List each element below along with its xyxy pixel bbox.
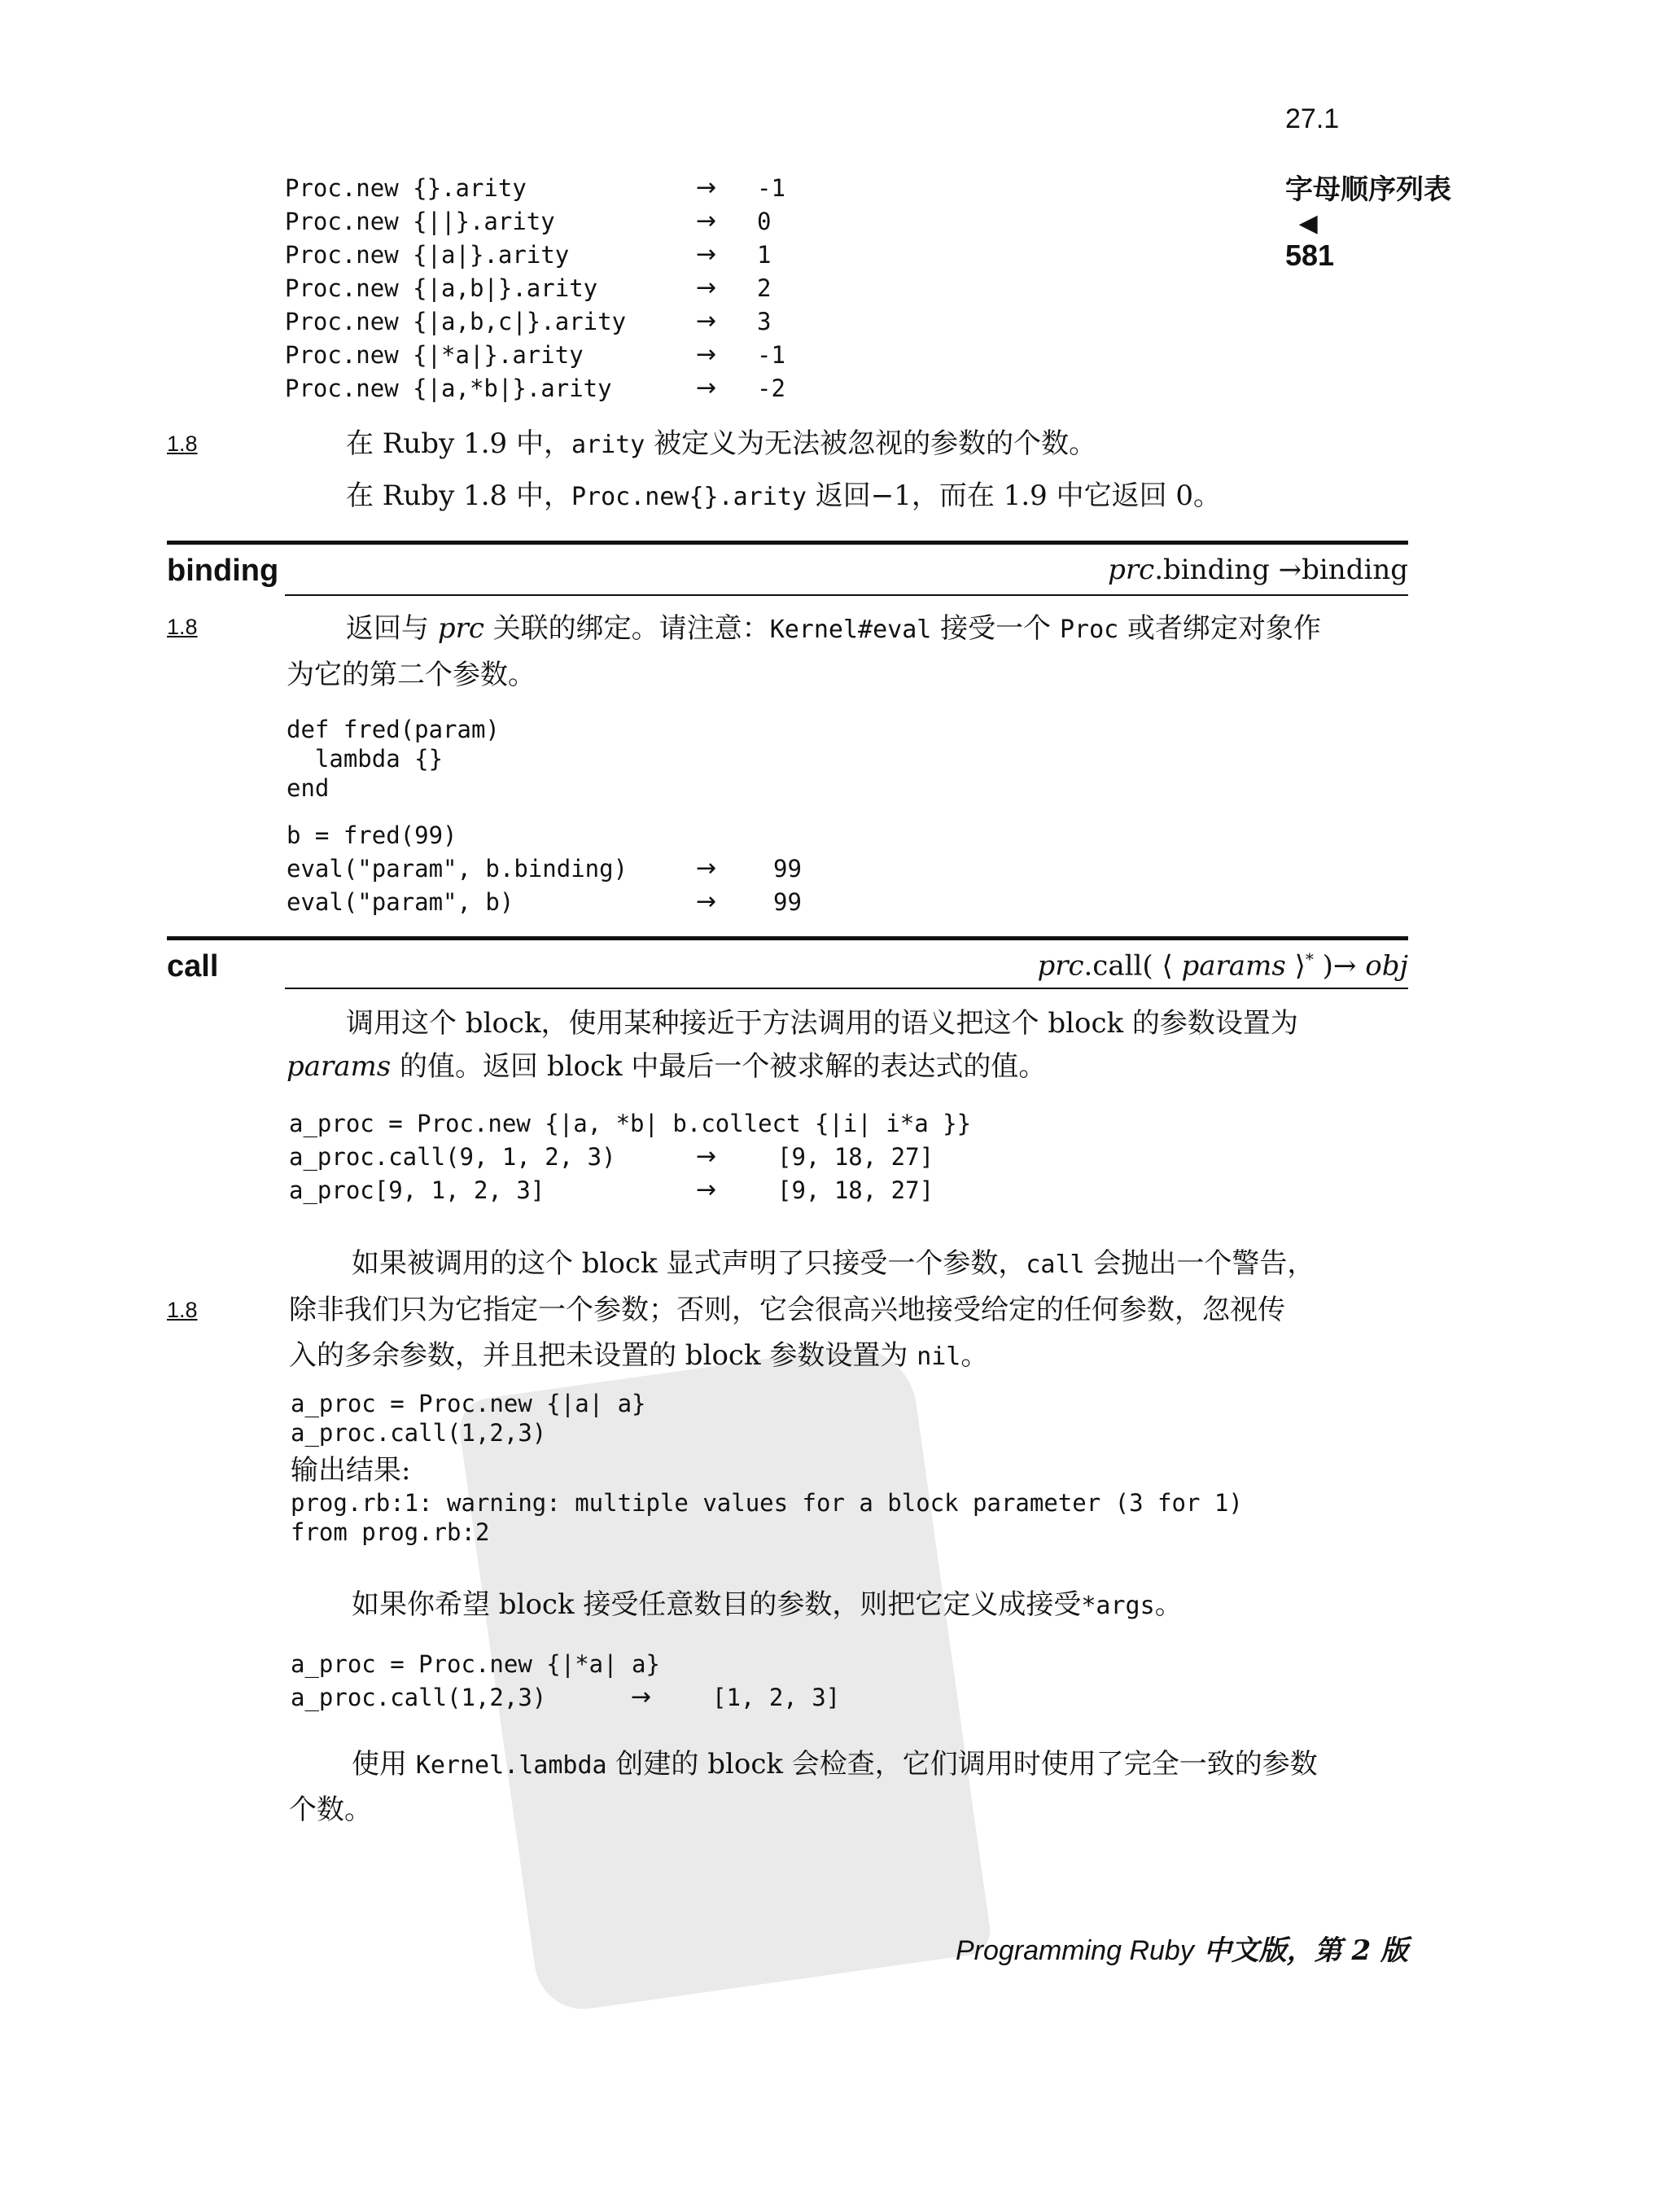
section-number: 27.1: [1285, 103, 1340, 134]
version-marker: 1.8: [167, 431, 198, 456]
method-signature-call: prc.call( ⟨ params ⟩* )→ obj: [1037, 949, 1408, 983]
code-line: end: [287, 774, 330, 802]
code-line: a_proc[9, 1, 2, 3]: [289, 1176, 545, 1204]
call-paragraph-1-line1: 调用这个 block，使用某种接近于方法调用的语义把这个 block 的参数设置为: [346, 1007, 1298, 1040]
code-line: a_proc.call(9, 1, 2, 3): [289, 1143, 616, 1171]
call-paragraph-2-line2: 除非我们只为它指定一个参数；否则，它会很高兴地接受给定的任何参数，忽视传: [289, 1294, 1285, 1326]
call-paragraph-4-line2: 个数。: [289, 1794, 372, 1826]
signature-rule: [285, 988, 1408, 989]
code-line: lambda {}: [287, 745, 444, 773]
code-line: a_proc.call(1,2,3): [291, 1684, 547, 1711]
arrow-icon: →: [696, 307, 717, 335]
call-paragraph-1-line2: params 的值。返回 block 中最后一个被求解的表达式的值。: [287, 1050, 1047, 1083]
arity-note-1: 在 Ruby 1.9 中，arity 被定义为无法被忽视的参数的个数。: [346, 427, 1097, 460]
inline-code: Proc.new{}.arity: [571, 483, 807, 511]
binding-description-line1: 返回与 prc 关联的绑定。请注意：Kernel#eval 接受一个 Proc 或者绑定对象作: [346, 612, 1322, 645]
version-marker: 1.8: [167, 1298, 198, 1322]
call-paragraph-2-line1: 如果被调用的这个 block 显式声明了只接受一个参数，call 会抛出一个警告，: [352, 1247, 1315, 1280]
code-line: Proc.new {|a,*b|}.arity: [285, 375, 612, 402]
left-triangle-icon: ◀: [1285, 210, 1332, 237]
code-result: 0: [757, 208, 772, 235]
code-line: eval("param", b.binding): [287, 855, 628, 883]
arrow-icon: →: [696, 374, 717, 402]
code-result: -2: [757, 375, 785, 402]
call-paragraph-2-line3: 入的多余参数，并且把未设置的 block 参数设置为 nil。: [289, 1339, 989, 1372]
inline-code: arity: [571, 431, 645, 459]
arrow-icon: →: [696, 1176, 717, 1204]
code-line: a_proc = Proc.new {|a| a}: [291, 1390, 646, 1417]
code-line: Proc.new {}.arity: [285, 174, 527, 202]
binding-description-line2: 为它的第二个参数。: [287, 659, 536, 691]
code-line: a_proc = Proc.new {|a, *b| b.collect {|i| i*a }}: [289, 1110, 972, 1137]
output-line: from prog.rb:2: [291, 1518, 490, 1546]
code-result: -1: [757, 174, 785, 202]
code-result: 1: [757, 241, 772, 269]
code-line: Proc.new {|a,b|}.arity: [285, 274, 598, 302]
code-line: a_proc.call(1,2,3): [291, 1419, 547, 1447]
arrow-icon: →: [696, 207, 717, 235]
arrow-icon: →: [696, 173, 717, 202]
footer-title-en: Programming Ruby: [955, 1935, 1194, 1966]
version-marker: 1.8: [167, 615, 198, 639]
code-line: def fred(param): [287, 716, 500, 743]
running-header: [1270, 72, 1451, 273]
code-result: [9, 18, 27]: [777, 1143, 934, 1171]
code-line: Proc.new {|a|}.arity: [285, 241, 570, 269]
section-rule: [167, 936, 1408, 940]
output-line: prog.rb:1: warning: multiple values for a block parameter (3 for 1): [291, 1489, 1243, 1517]
arrow-icon: →: [696, 1142, 717, 1171]
code-line: a_proc = Proc.new {|*a| a}: [291, 1650, 660, 1678]
section-title: 字母顺序列表: [1285, 174, 1451, 205]
code-line: Proc.new {|a,b,c|}.arity: [285, 308, 627, 335]
code-result: 2: [757, 274, 772, 302]
code-line: eval("param", b): [287, 888, 514, 916]
arity-note-2: 在 Ruby 1.8 中，Proc.new{}.arity 返回−1，而在 1.9 中它返回 0。: [346, 480, 1222, 512]
code-line: Proc.new {|*a|}.arity: [285, 341, 584, 369]
arrow-icon: →: [696, 854, 717, 883]
code-result: [9, 18, 27]: [777, 1176, 934, 1204]
method-name-call: call: [167, 949, 219, 983]
arrow-icon: →: [696, 340, 717, 369]
running-footer: [956, 1928, 1408, 1968]
code-line: b = fred(99): [287, 821, 457, 849]
signature-rule: [285, 594, 1408, 596]
method-name-binding: binding: [167, 554, 279, 588]
code-result: 99: [773, 888, 802, 916]
arrow-icon: →: [696, 887, 717, 916]
call-paragraph-3: 如果你希望 block 接受任意数目的参数，则把它定义成接受*args。: [352, 1588, 1183, 1621]
code-result: 3: [757, 308, 772, 335]
code-result: [1, 2, 3]: [712, 1684, 841, 1711]
footer-title-cn: 中文版，第 2 版: [1193, 1934, 1408, 1967]
page-number: 581: [1285, 239, 1335, 272]
arrow-icon: →: [631, 1683, 652, 1711]
section-rule: [167, 541, 1408, 545]
code-line: Proc.new {||}.arity: [285, 208, 555, 235]
code-result: 99: [773, 855, 802, 883]
call-paragraph-4-line1: 使用 Kernel.lambda 创建的 block 会检查，它们调用时使用了完全一致的参数: [352, 1748, 1318, 1781]
arrow-icon: →: [696, 274, 717, 302]
output-label: 输出结果:: [291, 1454, 411, 1487]
code-result: -1: [757, 341, 785, 369]
method-signature-binding: prc.binding →binding: [1108, 554, 1408, 586]
arrow-icon: →: [696, 240, 717, 269]
